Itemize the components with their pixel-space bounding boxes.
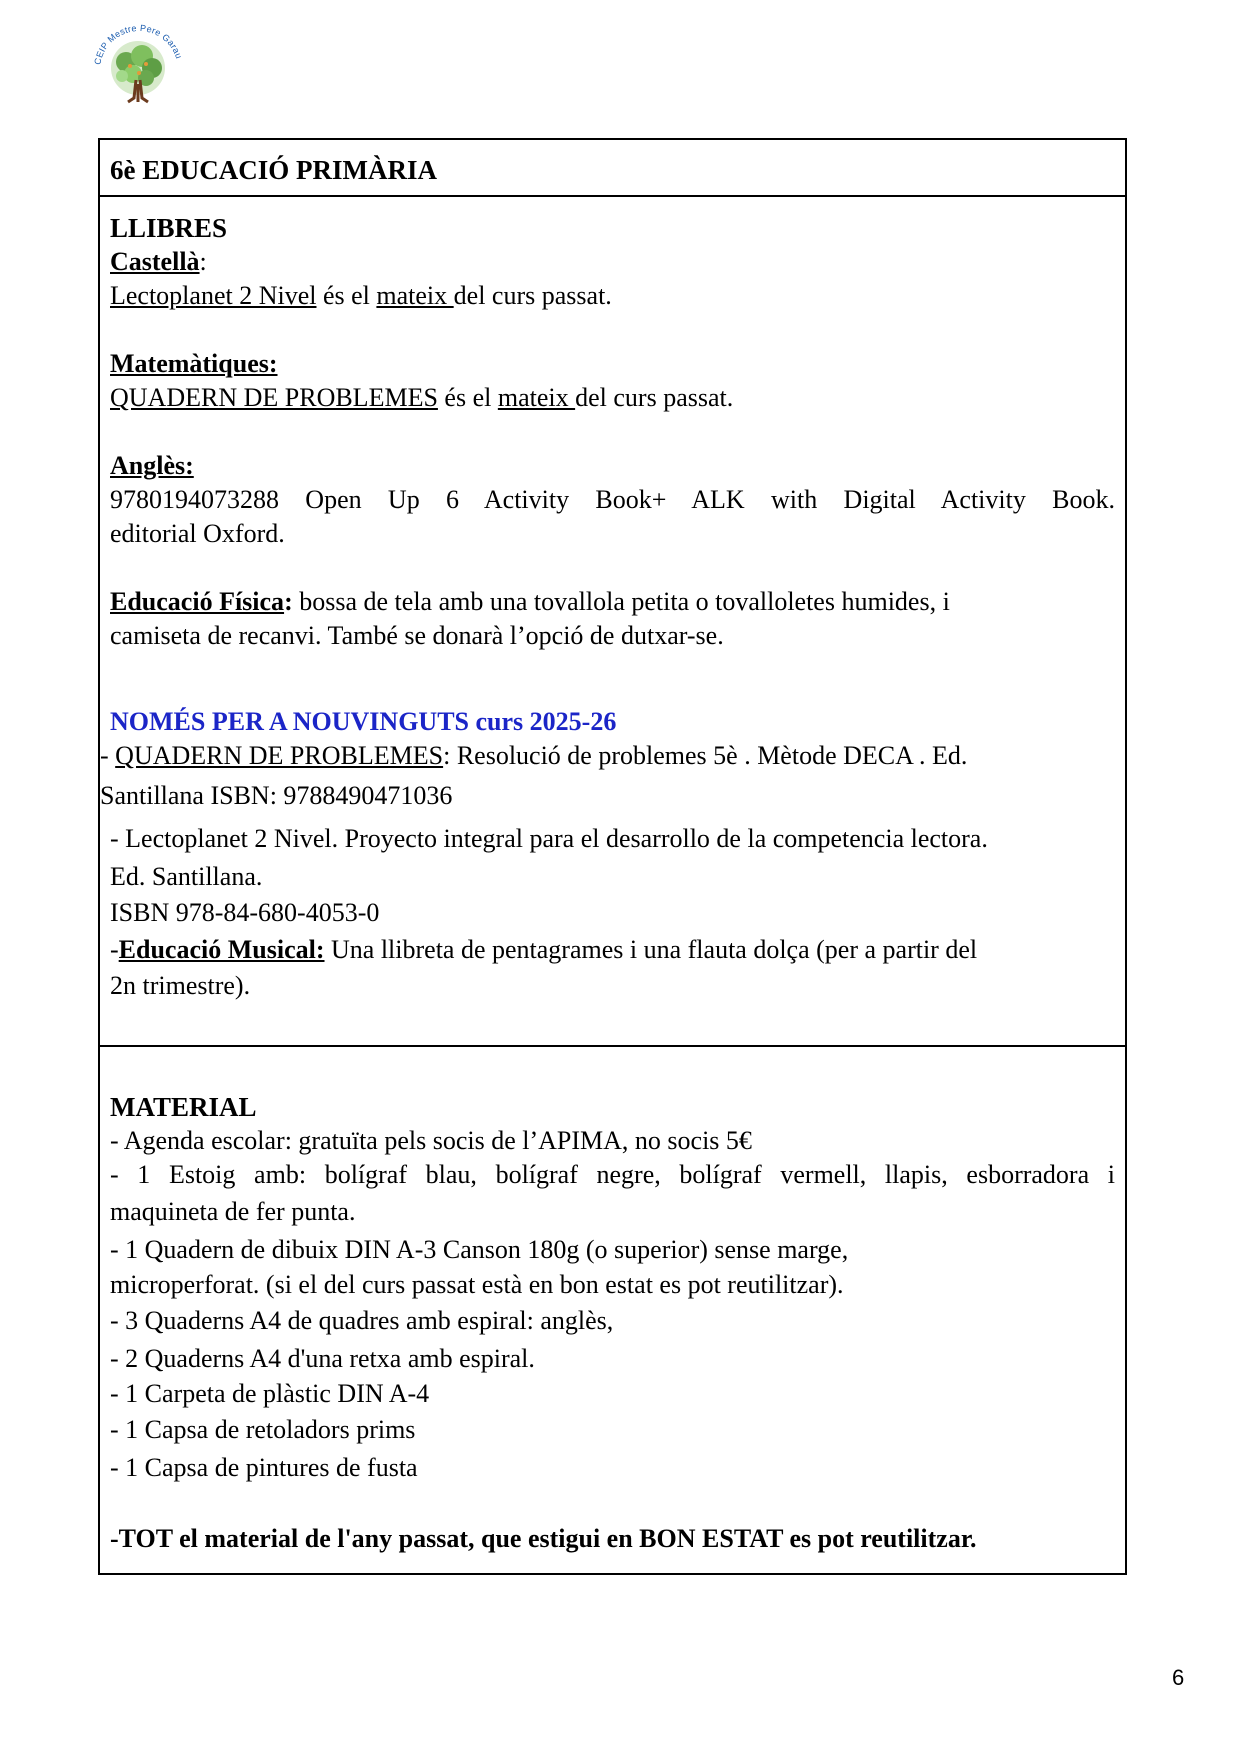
content-table — [98, 138, 1127, 1575]
material-item: - 1 Capsa de pintures de fusta — [110, 1453, 418, 1482]
angles-text-line1: 9780194073288 Open Up 6 Activity Book+ ALK with Digital Activity Book. — [110, 485, 1115, 514]
nouvinguts-quadern-isbn: Santillana ISBN: 9788490471036 — [100, 781, 453, 810]
nouvinguts-title: NOMÉS PER A NOUVINGUTS curs 2025-26 — [110, 707, 617, 736]
mates-mid: és el — [437, 383, 498, 412]
tree-icon — [86, 18, 191, 113]
table-header-cell — [100, 140, 1125, 197]
material-item: maquineta de fer punta. — [110, 1197, 356, 1226]
angles-text-line2: editorial Oxford. — [110, 519, 285, 548]
castella-book: Lectoplanet 2 Nivel — [110, 281, 317, 310]
nouvinguts-quadern-text: : Resolució de problemes 5è . Mètode DECA . Ed. — [443, 741, 968, 770]
ef-label: Educació Física — [110, 587, 285, 616]
nouvinguts-q-dash: - — [100, 741, 116, 770]
ef-text-line2: camiseta de recanvi. També se donarà l’opció de dutxar-se. — [110, 621, 724, 650]
nouvinguts-music-dash: - — [110, 935, 119, 964]
nouvinguts-lecto-isbn: ISBN 978-84-680-4053-0 — [110, 898, 380, 927]
books-cell — [100, 197, 1125, 1047]
nouvinguts-music-text: Una llibreta de pentagrames i una flauta dolça (per a partir del — [324, 935, 978, 964]
ef-text-line1 — [110, 585, 1115, 619]
nouvinguts-music — [110, 931, 1115, 969]
castella-label: Castellà — [110, 247, 200, 276]
mates-same: mateix — [497, 383, 576, 412]
material-item: - 1 Carpeta de plàstic DIN A-4 — [110, 1379, 430, 1408]
material-title: MATERIAL — [110, 1092, 257, 1122]
castella-mid: és el — [316, 281, 377, 310]
nouvinguts-lecto-line1: - Lectoplanet 2 Nivel. Proyecto integral para el desarrollo de la competencia lectora. — [110, 824, 988, 853]
material-item: - 2 Quaderns A4 d'una retxa amb espiral. — [110, 1344, 535, 1373]
material-item: - 1 Estoig amb: bolígraf blau, bolígraf negre, bolígraf vermell, llapis, esborradora i — [110, 1160, 1115, 1189]
nouvinguts-lecto-line2: Ed. Santillana. — [110, 862, 263, 891]
nouvinguts-quadern-label: QUADERN DE PROBLEMES — [115, 741, 444, 770]
mates-label: Matemàtiques: — [110, 349, 278, 378]
ef-colon: : — [284, 587, 293, 616]
nouvinguts-music-label: Educació Musical: — [118, 935, 325, 964]
books-title: LLIBRES — [110, 213, 228, 243]
material-cell — [100, 1047, 1125, 1573]
material-item: microperforat. (si el del curs passat està en bon estat es pot reutilitzar). — [110, 1270, 844, 1299]
angles-label: Anglès: — [110, 451, 194, 480]
mates-tail: del curs passat. — [575, 383, 734, 412]
nouvinguts-music-line2: 2n trimestre). — [110, 971, 251, 1000]
material-item: - Agenda escolar: gratuïta pels socis de l’APIMA, no socis 5€ — [110, 1126, 752, 1155]
castella-text — [110, 279, 1115, 313]
material-item: - 1 Capsa de retoladors prims — [110, 1415, 416, 1444]
course-title: 6è EDUCACIÓ PRIMÀRIA — [110, 155, 437, 185]
mates-text — [110, 381, 1115, 415]
material-footer-note: -TOT el material de l'any passat, que estigui en BON ESTAT es pot reutilitzar. — [110, 1524, 977, 1553]
nouvinguts-quadern — [100, 739, 1115, 773]
mates-book: QUADERN DE PROBLEMES — [110, 383, 438, 412]
logo-text: CEIP Mestre Pere Garau — [92, 22, 185, 66]
page-number: 6 — [1172, 1665, 1185, 1690]
castella-same: mateix — [376, 281, 454, 310]
school-logo — [86, 18, 191, 113]
ef-text: bossa de tela amb una tovallola petita o tovalloletes humides, i — [292, 587, 950, 616]
material-item: - 1 Quadern de dibuix DIN A-3 Canson 180g (o superior) sense marge, — [110, 1235, 849, 1264]
material-item: - 3 Quaderns A4 de quadres amb espiral: anglès, — [110, 1306, 614, 1335]
castella-heading — [110, 245, 1115, 279]
castella-tail: del curs passat. — [453, 281, 612, 310]
castella-colon: : — [199, 247, 207, 276]
